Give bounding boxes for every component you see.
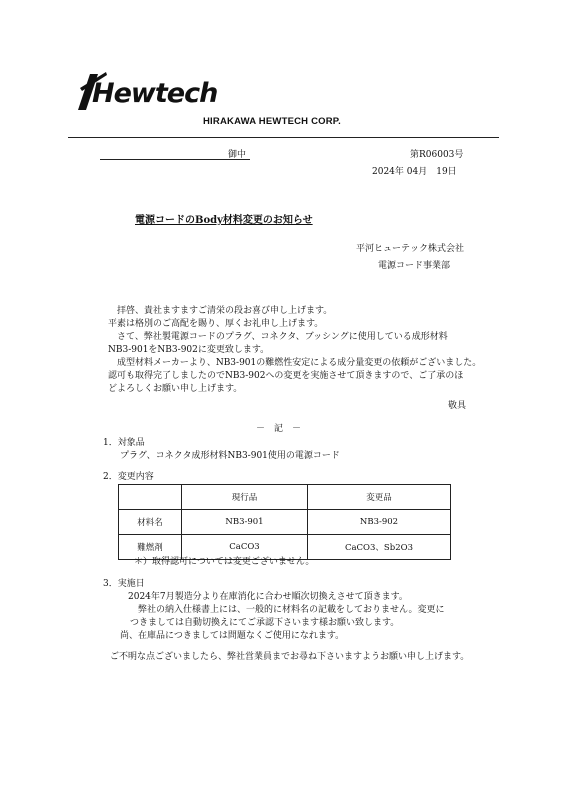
table-row [119, 510, 451, 535]
sender-company: 平河ヒューテック株式会社 [356, 244, 465, 254]
footer-text: ご不明な点ございましたら、弊社営業員までお尋ね下さいますようお願い申し上げます。 [110, 652, 470, 662]
body-line: NB3-901をNB3-902に変更致します。 [108, 345, 270, 355]
table-cell: CaCO3、Sb2O3 [308, 535, 451, 560]
document-number: 第R06003号 [410, 150, 464, 160]
body-line: 平素は格別のご高配を賜り、厚くお礼申し上げます。 [108, 319, 324, 329]
section3-line: 2024年7月製造分より在庫消化に合わせ順次切換えさせて頂きます。 [128, 592, 408, 602]
closing-word: 敬具 [448, 401, 467, 411]
section2-heading: 2．変更内容 [103, 472, 154, 482]
table-cell: NB3-901 [182, 510, 308, 535]
body-line: 成型材料メーカーより、NB3-901の難燃性安定による成分量変更の依頼がございました。 [108, 358, 482, 368]
body-line: 認可も取得完了しましたのでNB3-902への変更を実施させて頂きますので、ご了承のほ [108, 371, 464, 381]
body-line: 拝啓、貴社ますますご清栄の段お喜び申し上げます。 [108, 306, 333, 316]
section3-line: 尚、在庫品につきましては問題なくご使用になれます。 [120, 631, 345, 641]
table-header-cell: 変更品 [308, 485, 451, 510]
section1-heading: 1．対象品 [103, 438, 145, 448]
body-line: さて、弊社製電源コードのプラグ、コネクタ、ブッシングに使用している成形材料 [108, 332, 448, 342]
document-date: 2024年 04月 19日 [372, 167, 457, 177]
table-header-cell: 現行品 [182, 485, 308, 510]
section3-line: つきましては自動切換えにてご承認下さいます様お願い致します。 [130, 618, 400, 628]
ki-heading: － 記 － [256, 424, 302, 434]
section3-heading: 3．実施日 [103, 579, 145, 589]
corp-name: HIRAKAWA HEWTECH CORP. [203, 116, 341, 127]
sender-division: 電源コード事業部 [378, 261, 451, 271]
change-table [118, 484, 451, 560]
section3-line: 弊社の納入仕様書上には、一般的に材料名の記載をしておりません。変更に [138, 605, 445, 615]
table-header-cell [119, 485, 182, 510]
table-header-row [119, 485, 451, 510]
table-cell: 難燃剤 [119, 535, 182, 560]
addressee-suffix: 御中 [228, 150, 247, 160]
logo-wordmark: Hewtech [92, 78, 218, 109]
table-note: ＊）取得認可については変更ございません。 [134, 557, 315, 567]
body-line: どよろしくお願い申し上げます。 [108, 384, 243, 394]
section1-text: プラグ、コネクタ成形材料NB3-901使用の電源コード [120, 451, 340, 461]
table-cell: 材料名 [119, 510, 182, 535]
table-cell: NB3-902 [308, 510, 451, 535]
page-title: 電源コードのBody材料変更のお知らせ [135, 215, 313, 226]
table-cell: CaCO3 [182, 535, 308, 560]
header-divider [68, 137, 499, 138]
